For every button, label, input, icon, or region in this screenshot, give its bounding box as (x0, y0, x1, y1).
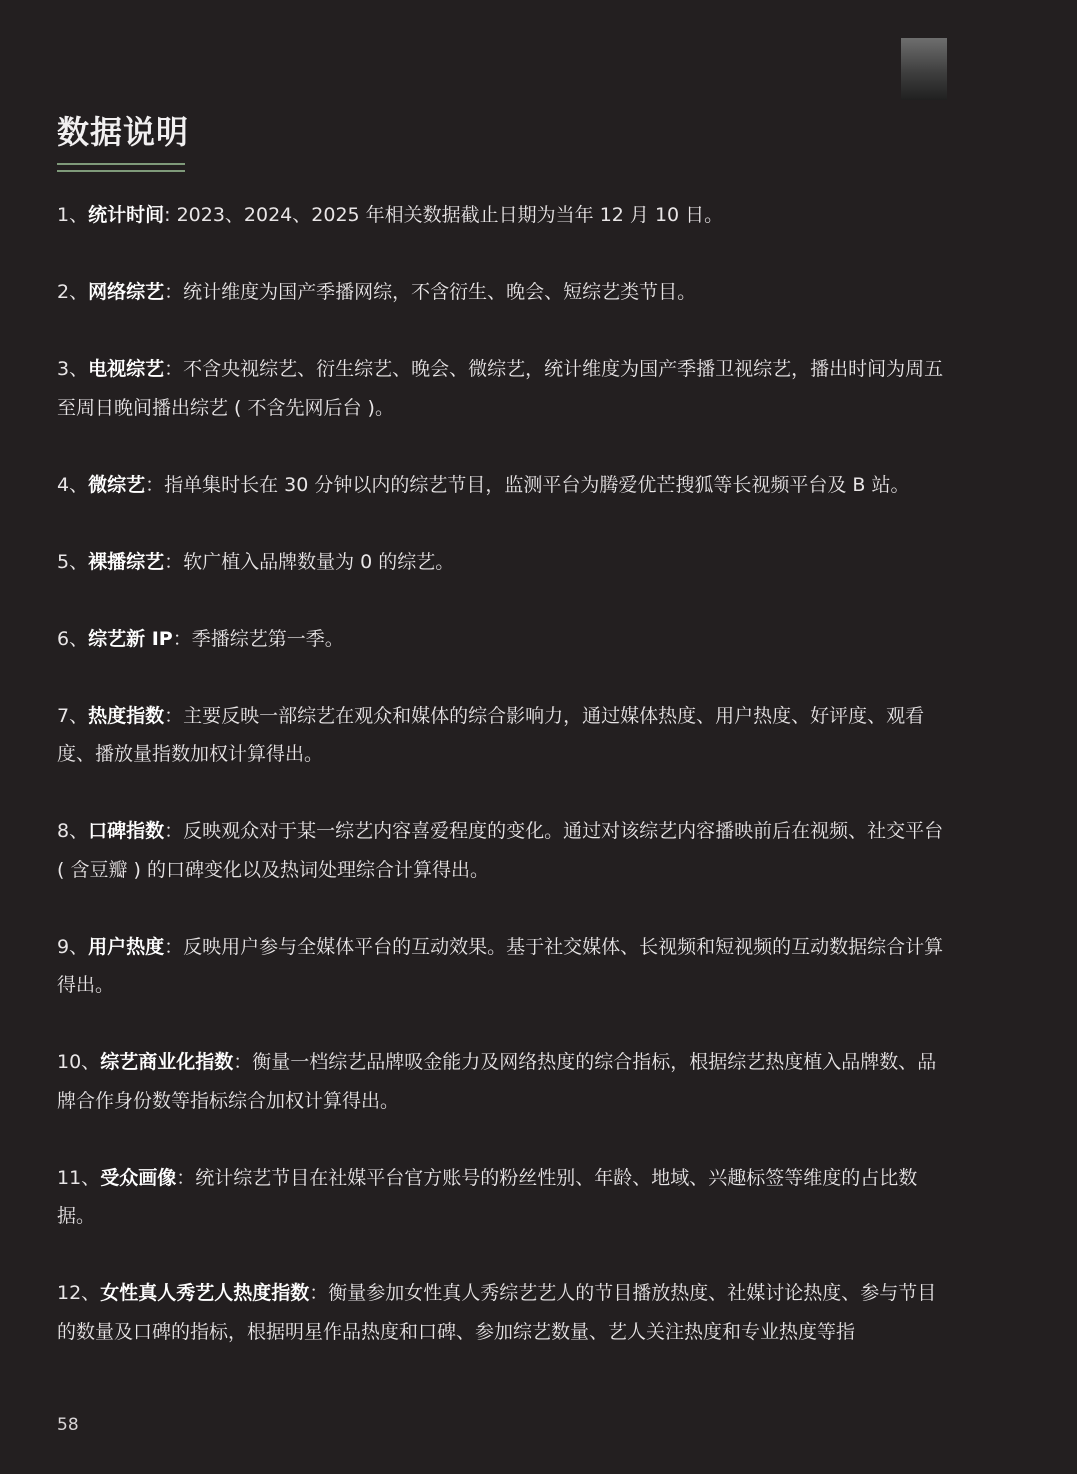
item-term: 综艺新 IP (88, 627, 173, 650)
item-separator: ： (164, 704, 184, 727)
definition-item (57, 812, 949, 889)
item-separator: ： (164, 550, 184, 573)
item-number: 5、 (57, 550, 89, 573)
definition-item (57, 273, 949, 312)
item-description: 指单集时长在 30 分钟以内的综艺节目，监测平台为腾爱优芒搜狐等长视频平台及 B 站。 (164, 473, 910, 496)
item-number: 2、 (57, 281, 89, 303)
definition-item (57, 543, 949, 582)
item-description: 反映用户参与全媒体平台的互动效果。基于社交媒体、长视频和短视频的互动数据综合计算得出。 (57, 935, 944, 996)
definition-item (57, 1274, 949, 1351)
item-number: 9、 (57, 935, 89, 958)
item-number: 4、 (57, 473, 89, 496)
item-term: 女性真人秀艺人热度指数 (100, 1282, 310, 1304)
definition-item (57, 620, 949, 659)
page-title: 数据说明 (57, 113, 190, 151)
corner-decoration (901, 38, 947, 100)
item-term: 电视综艺 (88, 358, 165, 380)
item-separator: ： (176, 1166, 196, 1189)
item-description: 衡量参加女性真人秀综艺艺人的节目播放热度、社媒讨论热度、参与节目的数量及口碑的指标，根据明星作品热度和口碑、参加综艺数量、艺人关注热度和专业热度等指 (57, 1282, 937, 1343)
item-number: 8、 (57, 820, 89, 842)
item-description: 反映观众对于某一综艺内容喜爱程度的变化。通过对该综艺内容播映前后在视频、社交平台 ( 含豆瓣 ) 的口碑变化以及热词处理综合计算得出。 (57, 820, 944, 881)
item-term: 口碑指数 (88, 820, 165, 842)
item-separator: ： (164, 358, 184, 380)
item-separator: ： (233, 1051, 253, 1073)
item-description: 统计综艺节目在社媒平台官方账号的粉丝性别、年龄、地域、兴趣标签等维度的占比数据。 (57, 1166, 918, 1227)
item-term: 综艺商业化指数 (100, 1051, 234, 1073)
item-separator: ： (172, 627, 192, 650)
item-description: 季播综艺第一季。 (191, 627, 344, 650)
item-term: 热度指数 (88, 704, 165, 727)
definition-item (57, 1043, 949, 1120)
page-number: 58 (57, 1415, 79, 1435)
item-separator: ： (164, 935, 184, 958)
title-underline-secondary (57, 170, 185, 172)
definition-list (57, 196, 949, 1390)
item-separator: ： (164, 820, 184, 842)
definition-item (57, 928, 949, 1005)
item-description: 2023、2024、2025 年相关数据截止日期为当年 12 月 10 日。 (176, 204, 724, 226)
item-term: 统计时间 (88, 204, 165, 226)
item-term: 网络综艺 (88, 281, 165, 303)
item-description: 不含央视综艺、衍生综艺、晚会、微综艺，统计维度为国产季播卫视综艺，播出时间为周五至周日晚间播出综艺 ( 不含先网后台 )。 (57, 358, 944, 419)
item-description: 统计维度为国产季播网综，不含衍生、晚会、短综艺类节目。 (183, 281, 697, 303)
item-separator: ： (145, 473, 165, 496)
item-separator: ： (309, 1282, 329, 1304)
item-description: 衡量一档综艺品牌吸金能力及网络热度的综合指标，根据综艺热度植入品牌数、品牌合作身份数等指标综合加权计算得出。 (57, 1051, 937, 1112)
definition-item (57, 697, 949, 774)
item-term: 受众画像 (100, 1166, 177, 1189)
item-number: 7、 (57, 704, 89, 727)
item-description: 软广植入品牌数量为 0 的综艺。 (183, 550, 455, 573)
item-number: 1、 (57, 204, 89, 226)
item-number: 10、 (57, 1051, 101, 1073)
item-number: 11、 (57, 1166, 101, 1189)
definition-item (57, 1159, 949, 1236)
item-term: 微综艺 (88, 473, 146, 496)
item-description: 主要反映一部综艺在观众和媒体的综合影响力，通过媒体热度、用户热度、好评度、观看度、播放量指数加权计算得出。 (57, 704, 925, 765)
item-number: 12、 (57, 1282, 101, 1304)
definition-item (57, 196, 949, 235)
item-number: 6、 (57, 627, 89, 650)
definition-item (57, 350, 949, 427)
item-separator: : (164, 204, 177, 226)
title-underline (57, 163, 185, 165)
item-separator: ： (164, 281, 184, 303)
item-number: 3、 (57, 358, 89, 380)
item-term: 裸播综艺 (88, 550, 165, 573)
definition-item (57, 466, 949, 505)
item-term: 用户热度 (88, 935, 165, 958)
